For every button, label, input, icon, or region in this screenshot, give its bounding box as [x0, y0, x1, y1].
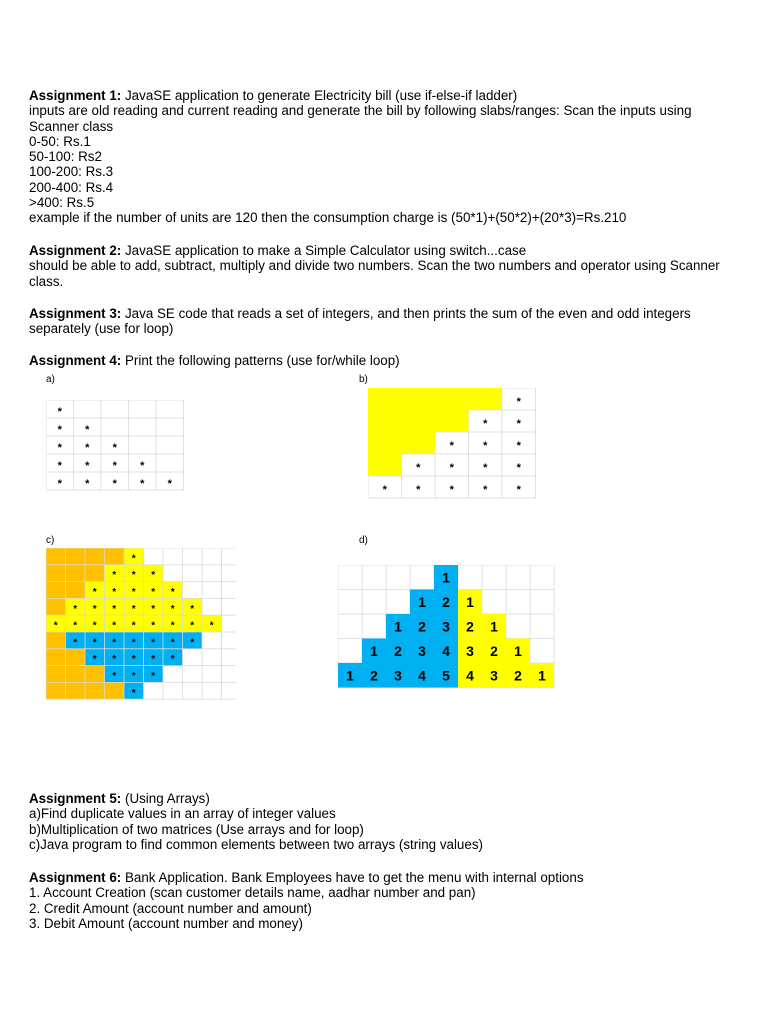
pattern-star: * — [112, 603, 117, 615]
pattern-cell — [85, 565, 105, 582]
pattern-star: * — [483, 484, 488, 496]
pattern-b-figure — [368, 388, 538, 500]
assignment-6-label: Assignment 6: — [29, 870, 122, 885]
pattern-star: * — [85, 442, 90, 454]
pattern-digit: 5 — [442, 667, 450, 684]
pattern-digit: 4 — [466, 667, 474, 684]
pattern-star: * — [151, 570, 156, 582]
pattern-cell — [46, 682, 66, 699]
assignment-2-label: Assignment 2: — [29, 243, 122, 258]
pattern-c-label: c) — [46, 535, 55, 546]
pattern-star: * — [151, 671, 156, 682]
pattern-star: * — [131, 687, 136, 699]
pattern-a-figure — [46, 400, 186, 500]
pattern-star: * — [92, 654, 97, 666]
pattern-digit: 1 — [370, 642, 378, 659]
pattern-star: * — [151, 654, 156, 666]
pattern-cell — [66, 649, 86, 666]
list-item: 1. Account Creation (scan customer details name, aadhar number and pan) — [29, 885, 476, 901]
pattern-cell — [85, 682, 105, 699]
pattern-star: * — [92, 603, 97, 615]
pattern-star: * — [190, 637, 195, 649]
pattern-star: * — [449, 484, 454, 496]
pattern-star: * — [449, 462, 454, 474]
assignment-5-title: (Using Arrays) — [121, 791, 210, 806]
pattern-star: * — [140, 478, 145, 490]
pattern-digit: 1 — [514, 642, 522, 659]
pattern-star: * — [112, 671, 117, 682]
assignment-1-title: JavaSE application to generate Electricity bill (use if-else-if ladder) — [121, 88, 518, 103]
pattern-star: * — [112, 478, 117, 490]
pattern-cell — [46, 666, 66, 683]
pattern-a-label: a) — [46, 374, 55, 385]
pattern-star: * — [131, 553, 136, 565]
pattern-star: * — [57, 424, 62, 436]
pattern-star: * — [483, 440, 488, 452]
pattern-star: * — [131, 587, 136, 598]
pattern-star: * — [151, 603, 156, 615]
list-item: c)Java program to find common elements between two arrays (string values) — [29, 836, 483, 852]
pattern-cell — [46, 649, 66, 666]
pattern-star: * — [151, 637, 156, 649]
pattern-digit: 2 — [418, 618, 426, 635]
pattern-star: * — [131, 620, 136, 632]
pattern-cell — [66, 582, 86, 599]
pattern-star: * — [112, 442, 117, 454]
pattern-cell — [85, 666, 105, 683]
pattern-star: * — [131, 654, 136, 666]
pattern-digit: 2 — [466, 618, 474, 635]
pattern-star: * — [85, 478, 90, 490]
pattern-star: * — [131, 637, 136, 649]
assignment-1-description: inputs are old reading and current reading and generate the bill by following slabs/ranges: Scan the inputs using Scanner class — [29, 103, 692, 134]
pattern-digit: 3 — [442, 618, 450, 635]
slab-item: 100-200: Rs.3 — [29, 164, 114, 180]
pattern-digit: 1 — [442, 569, 450, 586]
pattern-cell — [66, 565, 86, 582]
pattern-digit: 3 — [490, 667, 498, 684]
pattern-cell — [368, 410, 402, 432]
pattern-star: * — [190, 620, 195, 632]
pattern-star: * — [112, 570, 117, 582]
pattern-star: * — [449, 440, 454, 452]
pattern-cell — [368, 432, 402, 454]
pattern-star: * — [57, 442, 62, 454]
pattern-digit: 3 — [466, 642, 474, 659]
pattern-star: * — [170, 637, 175, 649]
pattern-star: * — [170, 587, 175, 598]
assignment-1-example: example if the number of units are 120 then the consumption charge is (50*1)+(50*2)+(20*3)=Rs.210 — [29, 210, 627, 226]
pattern-star: * — [112, 460, 117, 472]
assignment-1 — [29, 88, 744, 226]
pattern-star: * — [92, 587, 97, 598]
pattern-digit: 4 — [442, 642, 450, 659]
pattern-cell — [402, 410, 436, 432]
list-item: b)Multiplication of two matrices (Use arrays and for loop) — [29, 821, 364, 837]
pattern-cell — [469, 388, 503, 410]
pattern-cell — [46, 582, 66, 599]
assignment-4 — [29, 353, 744, 368]
pattern-cell — [402, 388, 436, 410]
pattern-digit: 2 — [370, 667, 378, 684]
pattern-star: * — [112, 587, 117, 598]
pattern-star: * — [416, 462, 421, 474]
pattern-cell — [66, 682, 86, 699]
pattern-star: * — [170, 654, 175, 666]
pattern-cell — [46, 632, 66, 649]
pattern-digit: 2 — [490, 642, 498, 659]
pattern-digit: 1 — [346, 667, 354, 684]
pattern-star: * — [73, 620, 78, 632]
pattern-digit: 3 — [418, 642, 426, 659]
pattern-star: * — [73, 637, 78, 649]
assignment-5 — [29, 791, 744, 852]
pattern-cell — [435, 388, 469, 410]
list-item: 2. Credit Amount (account number and amount) — [29, 900, 312, 916]
pattern-cell — [46, 565, 66, 582]
pattern-star: * — [170, 603, 175, 615]
assignment-6-title: Bank Application. Bank Employees have to get the menu with internal options — [121, 870, 584, 885]
assignment-2-title: JavaSE application to make a Simple Calculator using switch...case — [121, 243, 527, 258]
pattern-star: * — [170, 620, 175, 632]
pattern-star: * — [483, 462, 488, 474]
assignment-5-label: Assignment 5: — [29, 791, 122, 806]
pattern-digit: 3 — [394, 667, 402, 684]
pattern-star: * — [516, 396, 521, 408]
assignment-2-description: should be able to add, subtract, multiply and divide two numbers. Scan the two numbers and operator using Scanner class. — [29, 258, 720, 289]
pattern-cell — [66, 666, 86, 683]
pattern-d-figure — [338, 565, 560, 695]
pattern-star: * — [85, 460, 90, 472]
pattern-star: * — [57, 478, 62, 490]
pattern-digit: 1 — [394, 618, 402, 635]
pattern-star: * — [151, 587, 156, 598]
pattern-star: * — [112, 637, 117, 649]
pattern-star: * — [416, 484, 421, 496]
pattern-digit: 1 — [538, 667, 546, 684]
pattern-star: * — [57, 460, 62, 472]
pattern-star: * — [190, 603, 195, 615]
assignment-2 — [29, 243, 744, 289]
pattern-cell — [402, 432, 436, 454]
pattern-star: * — [167, 478, 172, 490]
pattern-star: * — [131, 603, 136, 615]
pattern-cell — [66, 548, 86, 565]
pattern-digit: 1 — [490, 618, 498, 635]
pattern-star: * — [131, 671, 136, 682]
assignment-3-label: Assignment 3: — [29, 306, 122, 321]
slab-item: 0-50: Rs.1 — [29, 133, 91, 149]
pattern-star: * — [483, 418, 488, 430]
assignment-3 — [29, 306, 744, 337]
pattern-digit: 1 — [466, 593, 474, 610]
pattern-star: * — [92, 637, 97, 649]
list-item: 3. Debit Amount (account number and money) — [29, 915, 303, 931]
pattern-digit: 2 — [394, 642, 402, 659]
slab-item: 50-100: Rs2 — [29, 149, 102, 165]
pattern-star: * — [73, 603, 78, 615]
pattern-star: * — [92, 620, 97, 632]
assignment-4-label: Assignment 4: — [29, 353, 122, 368]
pattern-digit: 2 — [442, 593, 450, 610]
pattern-star: * — [85, 424, 90, 436]
slab-item: >400: Rs.5 — [29, 195, 95, 211]
pattern-star: * — [57, 406, 62, 418]
pattern-digit: 1 — [418, 593, 426, 610]
pattern-star: * — [209, 620, 214, 632]
assignment-3-title: Java SE code that reads a set of integers, and then prints the sum of the even and odd integers separately (use for loop) — [29, 306, 691, 337]
pattern-star: * — [140, 460, 145, 472]
pattern-star: * — [151, 620, 156, 632]
pattern-star: * — [382, 484, 387, 496]
pattern-star: * — [131, 570, 136, 582]
pattern-digit: 2 — [514, 667, 522, 684]
slab-item: 200-400: Rs.4 — [29, 179, 114, 195]
pattern-star: * — [516, 440, 521, 452]
pattern-star: * — [516, 418, 521, 430]
pattern-cell — [435, 410, 469, 432]
assignment-6 — [29, 870, 744, 931]
pattern-digit: 4 — [418, 667, 426, 684]
pattern-star: * — [112, 654, 117, 666]
pattern-cell — [105, 548, 125, 565]
list-item: a)Find duplicate values in an array of integer values — [29, 806, 336, 822]
pattern-cell — [368, 388, 402, 410]
pattern-d-label: d) — [359, 535, 368, 546]
pattern-cell — [85, 548, 105, 565]
assignment-4-title: Print the following patterns (use for/while loop) — [121, 353, 400, 368]
pattern-star: * — [516, 462, 521, 474]
pattern-cell — [368, 454, 402, 476]
pattern-cell — [46, 548, 66, 565]
pattern-star: * — [53, 620, 58, 632]
pattern-star: * — [516, 484, 521, 496]
pattern-c-figure — [46, 548, 236, 700]
assignment-1-label: Assignment 1: — [29, 88, 122, 103]
pattern-star: * — [112, 620, 117, 632]
pattern-cell — [46, 598, 66, 615]
pattern-b-label: b) — [359, 374, 368, 385]
pattern-cell — [105, 682, 125, 699]
